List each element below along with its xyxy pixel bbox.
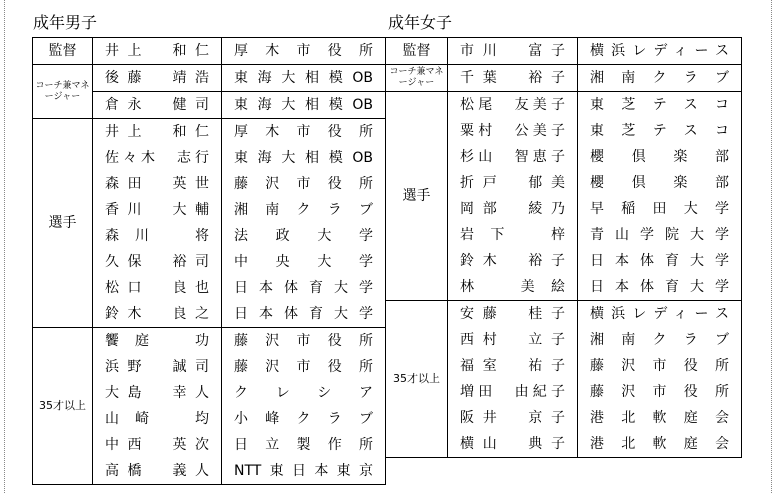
- men-table: [32, 37, 386, 485]
- women-player-org: 日本体育大学: [590, 253, 729, 269]
- men-over35-name: 浜野 誠司: [105, 359, 209, 375]
- women-director-name: 市川 富子: [460, 43, 565, 59]
- women-over35-name: 阪井 京子: [460, 410, 565, 426]
- women-over35-name: 増田 由紀子: [460, 384, 565, 400]
- men-over35-org: 小峰クラブ: [234, 411, 373, 427]
- men-player-name: 森田 英世: [105, 176, 209, 192]
- men-over35-name: 饗庭 功: [105, 333, 209, 349]
- men-player-org: 藤沢市役所: [234, 176, 373, 192]
- men-players-names: [93, 119, 222, 328]
- men-title: 成年男子: [33, 13, 98, 32]
- men-director-name: 井上 和仁: [105, 43, 209, 59]
- women-title: 成年女子: [388, 13, 453, 32]
- women-over35-org: 藤沢市役所: [590, 384, 729, 400]
- women-player-org: 早稲田大学: [590, 201, 729, 217]
- women-players-orgs: [578, 92, 742, 301]
- men-over35-org: 日立製作所: [234, 437, 373, 453]
- women-player-org: 日本体育大学: [590, 279, 729, 295]
- women-player-name: 粟村 公美子: [460, 123, 565, 139]
- men-over35-name: 高橋 義人: [105, 463, 209, 479]
- men-director-label: 監督: [33, 38, 93, 65]
- women-coach-name: 千葉 裕子: [460, 70, 565, 86]
- men-coach-org: 東海大相模OB: [234, 70, 373, 86]
- men-player-org: 厚木市役所: [234, 124, 373, 140]
- men-coach-label: コーチ兼マネージャー: [33, 65, 93, 119]
- women-director-org: 横浜レディース: [590, 43, 729, 59]
- women-player-name: 折戸 郁美: [460, 175, 565, 191]
- page-left-edge: [4, 0, 5, 493]
- women-player-name: 岩下 梓: [460, 227, 565, 243]
- women-player-org: 東芝テスコ: [590, 97, 729, 113]
- women-over35-name: 西村 立子: [460, 332, 565, 348]
- women-over35-name: 福室 祐子: [460, 358, 565, 374]
- men-over35-names: [93, 328, 222, 485]
- women-player-name: 杉山 智恵子: [460, 149, 565, 165]
- women-over35-orgs: [578, 301, 742, 458]
- women-player-name: 鈴木 裕子: [460, 253, 565, 269]
- women-over35-names: [448, 301, 578, 458]
- men-coach-name: 倉永 健司: [105, 97, 209, 113]
- women-coach-label: コーチ兼マネージャー: [386, 65, 448, 92]
- women-player-org: 東芝テスコ: [590, 123, 729, 139]
- women-over35-name: 安藤 桂子: [460, 306, 565, 322]
- men-over35-org: クレシア: [234, 385, 373, 401]
- men-over35-name: 中西 英次: [105, 437, 209, 453]
- men-coach-name: 後藤 靖浩: [105, 70, 209, 86]
- women-coach-org: 湘南クラブ: [590, 70, 729, 86]
- women-over35-org: 横浜レディース: [590, 306, 729, 322]
- men-players-label: 選手: [33, 119, 93, 328]
- women-players-label: 選手: [386, 92, 448, 301]
- men-player-name: 香川 大輔: [105, 202, 209, 218]
- men-over35-org: 藤沢市役所: [234, 333, 373, 349]
- women-players-names: [448, 92, 578, 301]
- women-table: [385, 37, 742, 458]
- women-over35-org: 藤沢市役所: [590, 358, 729, 374]
- men-player-org: 中央大学: [234, 254, 373, 270]
- men-over35-name: 大島 幸人: [105, 385, 209, 401]
- women-player-name: 松尾 友美子: [460, 97, 565, 113]
- women-over35-label: 35才以上: [386, 301, 448, 458]
- men-coach-org: 東海大相模OB: [234, 97, 373, 113]
- men-player-name: 佐々木 志行: [105, 150, 209, 166]
- women-over35-org: 港北軟庭会: [590, 410, 729, 426]
- women-over35-org: 港北軟庭会: [590, 436, 729, 452]
- men-over35-name: 山崎 均: [105, 411, 209, 427]
- men-player-org: 湘南クラブ: [234, 202, 373, 218]
- men-player-name: 松口 良也: [105, 280, 209, 296]
- women-player-org: 櫻倶楽部: [590, 149, 729, 165]
- men-player-name: 久保 裕司: [105, 254, 209, 270]
- women-player-name: 林 美絵: [460, 279, 565, 295]
- women-over35-name: 横山 典子: [460, 436, 565, 452]
- women-director-label: 監督: [386, 38, 448, 65]
- men-players-orgs: [222, 119, 386, 328]
- women-player-name: 岡部 綾乃: [460, 201, 565, 217]
- men-director-org: 厚木市役所: [234, 43, 373, 59]
- page-right-edge: [771, 0, 772, 493]
- women-player-org: 青山学院大学: [590, 227, 729, 243]
- women-player-org: 櫻倶楽部: [590, 175, 729, 191]
- women-over35-org: 湘南クラブ: [590, 332, 729, 348]
- men-over35-label: 35才以上: [33, 328, 93, 485]
- men-player-org: 日本体育大学: [234, 280, 373, 296]
- men-over35-org: 藤沢市役所: [234, 359, 373, 375]
- men-player-name: 森川 将: [105, 228, 209, 244]
- men-player-org: 日本体育大学: [234, 306, 373, 322]
- men-over35-org: NTT東日本東京: [234, 463, 373, 479]
- men-player-org: 東海大相模OB: [234, 150, 373, 166]
- men-player-name: 井上 和仁: [105, 124, 209, 140]
- men-over35-orgs: [222, 328, 386, 485]
- men-player-org: 法政大学: [234, 228, 373, 244]
- men-player-name: 鈴木 良之: [105, 306, 209, 322]
